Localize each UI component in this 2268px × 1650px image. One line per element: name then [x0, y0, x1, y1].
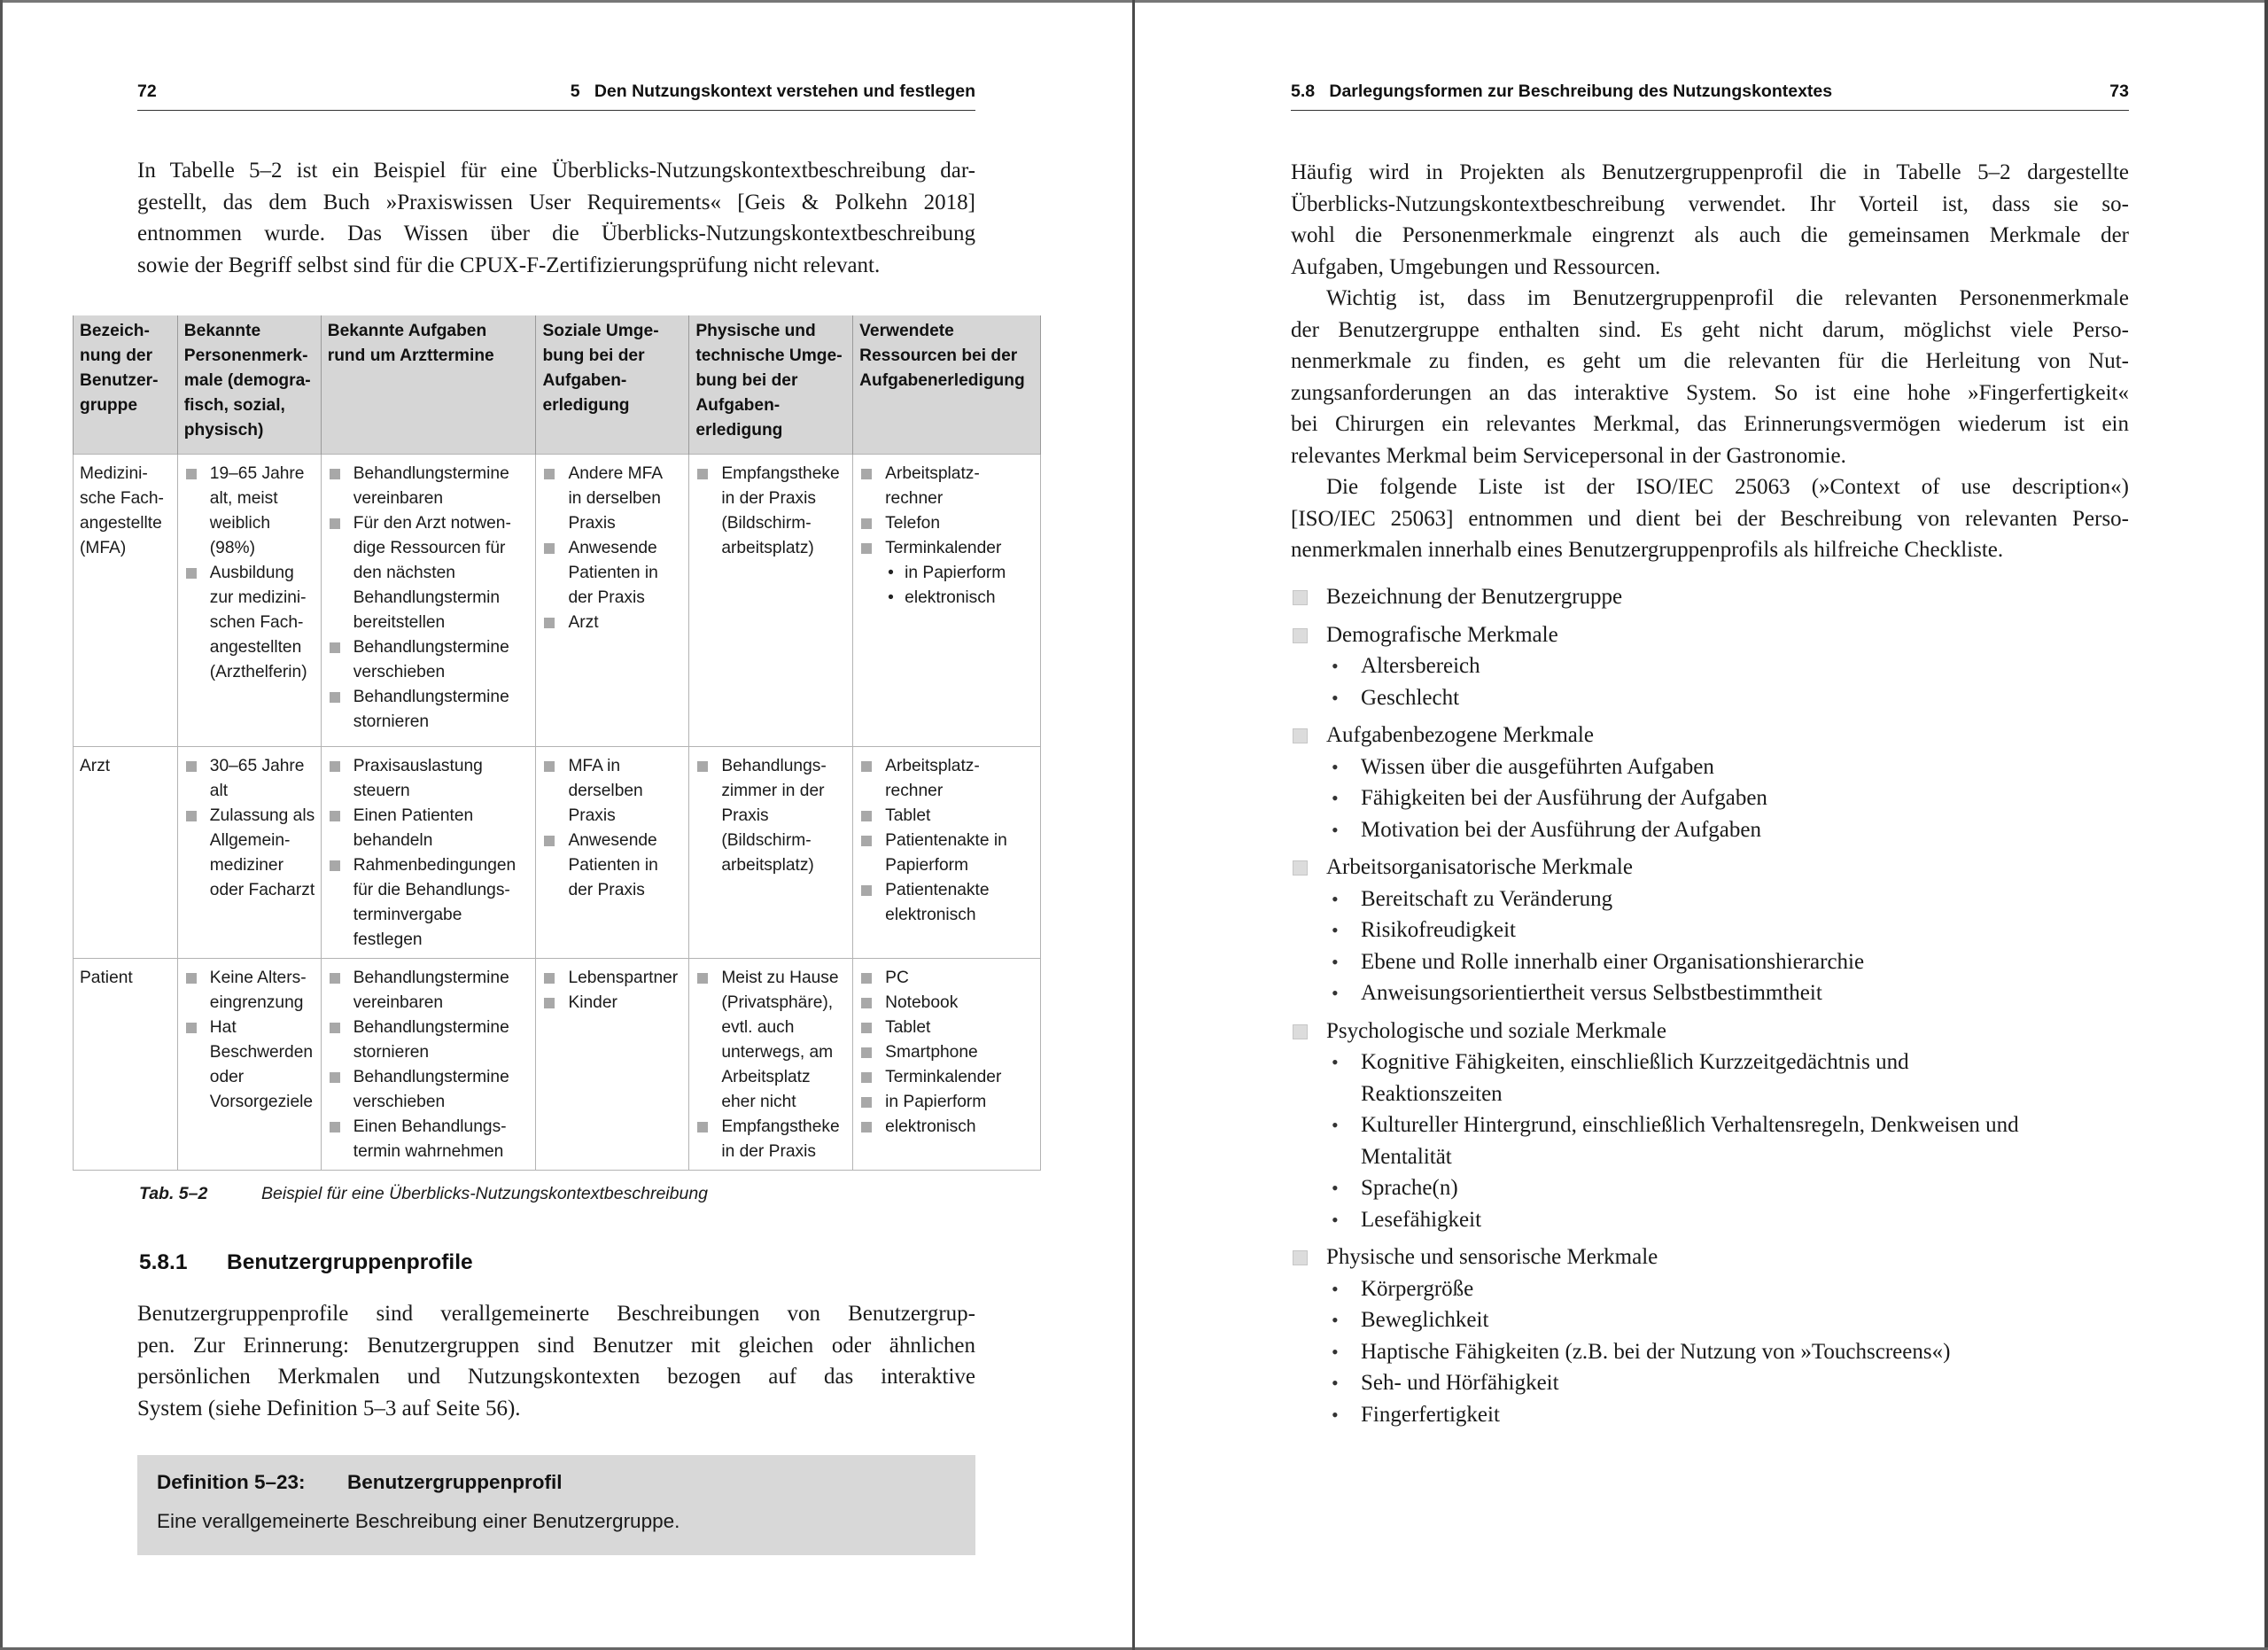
table-cell-item: Patientenakte elektronisch [859, 878, 1035, 928]
table-cell-list [695, 462, 847, 561]
text-line: Aufgaben, Umgebungen und Ressourcen. [1291, 254, 1661, 279]
checklist-group-label: Aufgabenbezogene Merkmale [1326, 723, 1594, 747]
checklist-group [1291, 581, 2159, 613]
table-cell-item: 30–65 Jahre alt [184, 754, 315, 804]
table-header-cell: Bezeich- nung der Benutzer- gruppe [74, 315, 178, 455]
right-paragraph-1 [1291, 157, 2129, 283]
checklist-group [1291, 1241, 2159, 1430]
table-caption-number: Tab. 5–2 [139, 1184, 208, 1203]
table-cell-list [859, 966, 1035, 1140]
checklist-sublist [1326, 751, 2159, 846]
text-line: Benutzergruppenprofile sind verallgemeinerte Beschreibungen von Benutzergrup- [137, 1302, 975, 1326]
table-cell-item: Einen Behandlungs- termin wahrnehmen [328, 1115, 531, 1164]
text-line: sowie der Begriff selbst sind für die CPUX-F-Zertifizierungsprüfung nicht relevant. [137, 253, 881, 277]
checklist-sublist [1326, 650, 2159, 713]
table-cell-item: Behandlungstermine stornieren [328, 1016, 531, 1065]
checklist-item: • Bereitschaft zu Veränderung [1326, 883, 2159, 915]
table-header-cell: Bekannte Aufgaben rund um Arzttermine [321, 315, 536, 455]
checklist-item: • Ebene und Rolle innerhalb einer Organisationshierarchie [1326, 946, 2159, 978]
table-cell-item: Arbeitsplatz- rechner [859, 462, 1035, 511]
table-cell-group: Arzt [74, 747, 178, 959]
table-cell-tasks [321, 959, 536, 1171]
table-cell-resources [853, 747, 1041, 959]
table-cell-social [536, 959, 689, 1171]
table-cell-item: Behandlungstermine vereinbaren [328, 966, 531, 1016]
table-cell-resources [853, 455, 1041, 747]
table-cell-item: Notebook [859, 991, 1035, 1016]
checklist-group [1291, 852, 2159, 1009]
table-row [74, 959, 1041, 1171]
table-cell-item: Terminkalender [859, 536, 1035, 561]
text-line: In Tabelle 5–2 ist ein Beispiel für eine Überblicks-Nutzungskontextbeschreibung dar- [137, 159, 975, 183]
checklist-item: • Beweglichkeit [1326, 1304, 2159, 1336]
checklist-item: • Lesefähigkeit [1326, 1204, 2159, 1236]
table-cell-list [859, 754, 1035, 928]
table-cell-physical [689, 959, 853, 1171]
definition-term: Benutzergruppenprofil [347, 1471, 563, 1493]
table-cell-social [536, 747, 689, 959]
checklist-group [1291, 1016, 2159, 1236]
table-cell-item: Terminkalender [859, 1065, 1035, 1090]
text-line: Die folgende Liste ist der ISO/IEC 25063 (»Context of use description«) [1326, 475, 2129, 499]
checklist-item: • Haptische Fähigkeiten (z.B. bei der Nutzung von »Touchscreens«) [1326, 1336, 2159, 1368]
text-line: persönlichen Merkmalen und Nutzungskontexten bezogen auf das interaktive [137, 1365, 975, 1389]
table-cell-list [542, 462, 683, 635]
table-cell-tasks [321, 455, 536, 747]
table-cell-item: Meist zu Hause (Privatsphäre), evtl. auch unterwegs, am Arbeitsplatz eher nicht [695, 966, 847, 1115]
table-cell-group: Medizini- sche Fach- angestellte (MFA) [74, 455, 178, 747]
table-row [74, 455, 1041, 747]
table-header-cell: Bekannte Personenmerk- male (demogra- fisch, sozial, physisch) [177, 315, 321, 455]
text-line: nenmerkmale zu finden, es geht um die relevanten für die Herleitung von Nut- [1291, 349, 2129, 373]
table-cell-item: Kinder [542, 991, 683, 1016]
definition-number: Definition 5–23: [157, 1471, 306, 1493]
table-cell-item: Hat Beschwerden oder Vorsorgeziele [184, 1016, 315, 1115]
table-cell-item: Behandlungs- zimmer in der Praxis (Bildschirm- arbeitsplatz) [695, 754, 847, 878]
table-cell-list [542, 966, 683, 1016]
table-cell-list [328, 754, 531, 953]
checklist-item: • Kultureller Hintergrund, einschließlich Verhaltensregeln, Denkweisen und Mentalität [1326, 1109, 2159, 1172]
checklist-group [1291, 619, 2159, 714]
table-cell-item: MFA in derselben Praxis [542, 754, 683, 829]
table-cell-item: Patientenakte in Papierform [859, 829, 1035, 878]
table-cell-physical [689, 455, 853, 747]
right-paragraph-3 [1291, 471, 2129, 566]
table-cell-item: Keine Alters- eingrenzung [184, 966, 315, 1016]
checklist-group-label: Bezeichnung der Benutzergruppe [1326, 585, 1623, 609]
text-line: [ISO/IEC 25063] entnommen und dient bei der Beschreibung von relevanten Perso- [1291, 506, 2129, 531]
text-line: pen. Zur Erinnerung: Benutzergruppen sind Benutzer mit gleichen oder ähnlichen [137, 1333, 975, 1358]
section-title: Benutzergruppenprofile [227, 1250, 473, 1274]
section-heading [139, 1250, 473, 1275]
left-running-header [137, 80, 975, 111]
left-chapter-title: 5 Den Nutzungskontext verstehen und festlegen [570, 82, 975, 101]
table-cell-item: Behandlungstermine verschieben [328, 635, 531, 685]
table-cell-tasks [321, 747, 536, 959]
table-cell-item: Für den Arzt notwen- dige Ressourcen für den nächsten Behandlungstermin bereitstellen [328, 511, 531, 635]
text-line: relevantes Merkmal beim Servicepersonal in der Gastronomie. [1291, 443, 1846, 468]
table-cell-traits [177, 455, 321, 747]
checklist-item: • Anweisungsorientiertheit versus Selbstbestimmtheit [1326, 977, 2159, 1009]
text-line: bei Chirurgen ein relevantes Merkmal, das Erinnerungsvermögen wiederum ist ein [1291, 412, 2129, 436]
table-cell-item: Empfangstheke in der Praxis [695, 1115, 847, 1164]
table-cell-physical [689, 747, 853, 959]
table-cell-item: elektronisch [859, 1115, 1035, 1140]
checklist-item: • Motivation bei der Ausführung der Aufgaben [1326, 814, 2159, 846]
table-cell-item: Ausbildung zur medizini- schen Fach- angestellten (Arzthelferin) [184, 561, 315, 685]
definition-title [157, 1471, 563, 1494]
table-cell-resources [853, 959, 1041, 1171]
definition-text: Eine verallgemeinerte Beschreibung einer Benutzergruppe. [157, 1510, 680, 1532]
table-cell-traits [177, 959, 321, 1171]
checklist-item: • Kognitive Fähigkeiten, einschließlich Kurzzeitgedächtnis und Reaktionszeiten [1326, 1047, 2159, 1109]
table-cell-list [184, 754, 315, 903]
text-line: System (siehe Definition 5–3 auf Seite 56). [137, 1396, 521, 1420]
table-cell-item: Zulassung als Allgemein- mediziner oder Facharzt [184, 804, 315, 903]
table-cell-list [328, 966, 531, 1164]
right-section-title: 5.8 Darlegungsformen zur Beschreibung des Nutzungskontextes [1291, 82, 1833, 101]
table-cell-list [542, 754, 683, 903]
section-number: 5.8.1 [139, 1250, 188, 1274]
checklist-item: • Fingerfertigkeit [1326, 1399, 2159, 1431]
checklist-group-label: Demografische Merkmale [1326, 622, 1558, 647]
table-cell-list [328, 462, 531, 735]
text-line: der Benutzergruppe enthalten sind. Es geht nicht darum, möglichst viele Perso- [1291, 317, 2129, 342]
table-cell-list [184, 966, 315, 1115]
checklist-group-label: Arbeitsorganisatorische Merkmale [1326, 855, 1633, 879]
table-cell-item: Rahmenbedingungen für die Behandlungs- terminvergabe festlegen [328, 853, 531, 953]
text-line: Überblicks-Nutzungskontextbeschreibung verwendet. Ihr Vorteil ist, dass sie so- [1291, 191, 2129, 216]
checklist-item: • Seh- und Hörfähigkeit [1326, 1367, 2159, 1399]
text-line: zungsanforderungen an das interaktive System. So ist eine hohe »Fingerfertigkeit« [1291, 380, 2129, 405]
checklist-item: • Fähigkeiten bei der Ausführung der Aufgaben [1326, 782, 2159, 814]
checklist-item: • Altersbereich [1326, 650, 2159, 682]
table-cell-item: 19–65 Jahre alt, meist weiblich (98%) [184, 462, 315, 561]
table-cell-subitem: • elektronisch [859, 586, 1035, 611]
table-cell-list [859, 462, 1035, 611]
table-cell-item: Tablet [859, 1016, 1035, 1040]
table-cell-item: Behandlungstermine verschieben [328, 1065, 531, 1115]
text-line: gestellt, das dem Buch »Praxiswissen User Requirements« [Geis & Polkehn 2018] [137, 190, 975, 214]
text-line: Wichtig ist, dass im Benutzergruppenprofil die relevanten Personenmerkmale [1326, 286, 2129, 310]
table-cell-traits [177, 747, 321, 959]
checklist-item: • Sprache(n) [1326, 1172, 2159, 1204]
table-cell-item: Arbeitsplatz- rechner [859, 754, 1035, 804]
table-cell-item: Telefon [859, 511, 1035, 536]
checklist-item: • Körpergröße [1326, 1273, 2159, 1305]
table-cell-item: Anwesende Patienten in der Praxis [542, 829, 683, 903]
table-cell-item: Anwesende Patienten in der Praxis [542, 536, 683, 611]
table-caption-text: Beispiel für eine Überblicks-Nutzungskontextbeschreibung [261, 1184, 709, 1203]
right-paragraph-2 [1291, 283, 2129, 471]
section-paragraph [137, 1298, 975, 1424]
checklist-sublist [1326, 1047, 2159, 1235]
table-cell-group: Patient [74, 959, 178, 1171]
table-cell-item: in Papierform [859, 1090, 1035, 1115]
table-cell-list [184, 462, 315, 685]
table-cell-social [536, 455, 689, 747]
table-cell-item: Tablet [859, 804, 1035, 829]
text-line: Häufig wird in Projekten als Benutzergruppenprofil die in Tabelle 5–2 dargestellte [1291, 160, 2129, 184]
table-cell-item: Behandlungstermine vereinbaren [328, 462, 531, 511]
table-cell-item: Lebenspartner [542, 966, 683, 991]
intro-paragraph [137, 155, 975, 281]
table-cell-item: Empfangstheke in der Praxis (Bildschirm- arbeitsplatz) [695, 462, 847, 561]
table-cell-item: Smartphone [859, 1040, 1035, 1065]
table-cell-item: Behandlungstermine stornieren [328, 685, 531, 735]
text-line: nenmerkmalen innerhalb eines Benutzergruppenprofils als hilfreiche Checkliste. [1291, 538, 2004, 562]
table-header-cell: Verwendete Ressourcen bei der Aufgabenerledigung [853, 315, 1041, 455]
right-page-number: 73 [2109, 82, 2129, 101]
context-checklist [1291, 581, 2159, 1436]
table-cell-item: Praxisauslastung steuern [328, 754, 531, 804]
table-header-cell: Soziale Umge- bung bei der Aufgaben- erledigung [536, 315, 689, 455]
overview-context-table [73, 315, 1041, 1171]
checklist-group-label: Physische und sensorische Merkmale [1326, 1245, 1658, 1269]
right-running-header [1291, 80, 2129, 111]
checklist-group-label: Psychologische und soziale Merkmale [1326, 1018, 1666, 1043]
table-cell-item: PC [859, 966, 1035, 991]
table-caption [139, 1184, 708, 1204]
text-line: wohl die Personenmerkmale eingrenzt als auch die gemeinsamen Merkmale der [1291, 223, 2129, 247]
table-cell-list [695, 754, 847, 878]
table-header-cell: Physische und technische Umge- bung bei der Aufgaben- erledigung [689, 315, 853, 455]
definition-box [137, 1455, 975, 1555]
table-cell-item: Arzt [542, 611, 683, 635]
text-line: entnommen wurde. Das Wissen über die Überblicks-Nutzungskontextbeschreibung [137, 222, 975, 245]
checklist-sublist [1326, 1273, 2159, 1431]
table-row [74, 747, 1041, 959]
left-page-number: 72 [137, 82, 157, 101]
table-cell-list [695, 966, 847, 1164]
table-cell-item: Andere MFA in derselben Praxis [542, 462, 683, 536]
checklist-item: • Risikofreudigkeit [1326, 915, 2159, 946]
table-cell-item: Einen Patienten behandeln [328, 804, 531, 853]
checklist-sublist [1326, 883, 2159, 1009]
table-header-row [74, 315, 1041, 455]
checklist-item: • Wissen über die ausgeführten Aufgaben [1326, 751, 2159, 783]
checklist-item: • Geschlecht [1326, 682, 2159, 714]
table-cell-subitem: • in Papierform [859, 561, 1035, 586]
checklist-group [1291, 720, 2159, 845]
